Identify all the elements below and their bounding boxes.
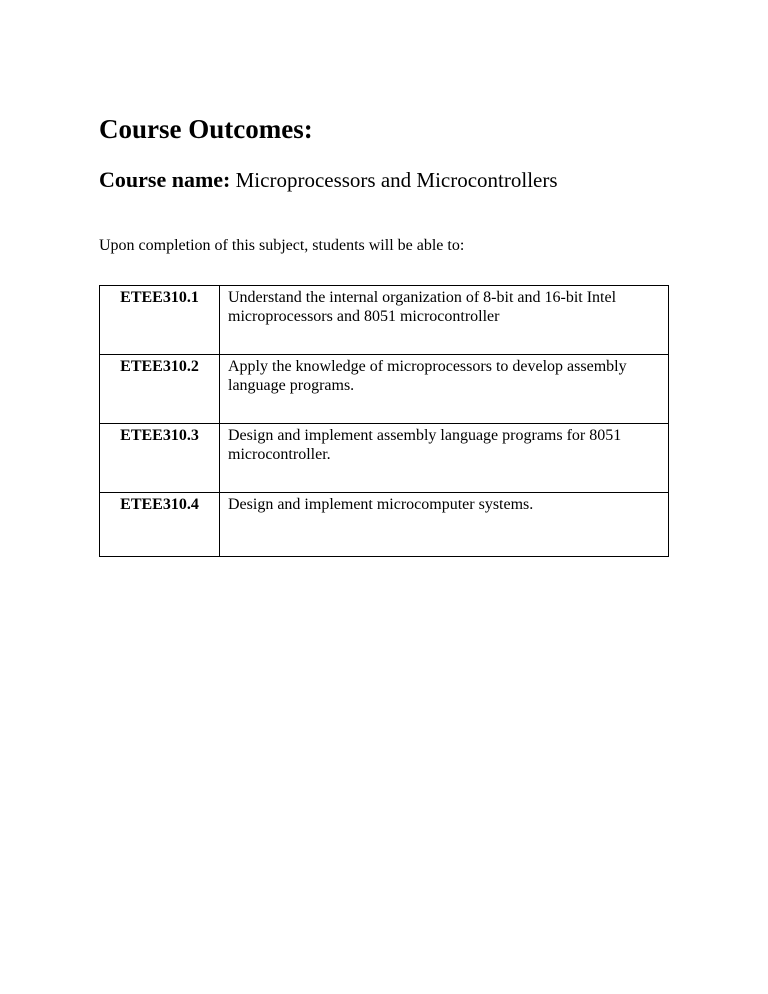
- outcome-code: ETEE310.4: [100, 493, 220, 557]
- table-row: [100, 286, 669, 355]
- table-row: [100, 424, 669, 493]
- table-row: [100, 355, 669, 424]
- outcome-text: Design and implement assembly language programs for 8051 microcontroller.: [220, 424, 669, 493]
- outcome-code: ETEE310.1: [100, 286, 220, 355]
- outcome-text: Understand the internal organization of 8-bit and 16-bit Intel microprocessors and 8051 microcontroller: [220, 286, 669, 355]
- outcome-code: ETEE310.3: [100, 424, 220, 493]
- course-name-label: Course name:: [99, 167, 231, 192]
- table-row: [100, 493, 669, 557]
- course-name: [99, 167, 558, 193]
- outcomes-table: [99, 285, 669, 557]
- intro-text: Upon completion of this subject, students will be able to:: [99, 237, 465, 254]
- course-name-value: Microprocessors and Microcontrollers: [235, 168, 558, 192]
- outcome-text: Apply the knowledge of microprocessors to develop assembly language programs.: [220, 355, 669, 424]
- outcome-text: Design and implement microcomputer systems.: [220, 493, 669, 557]
- outcome-code: ETEE310.2: [100, 355, 220, 424]
- page-title: Course Outcomes:: [99, 114, 313, 144]
